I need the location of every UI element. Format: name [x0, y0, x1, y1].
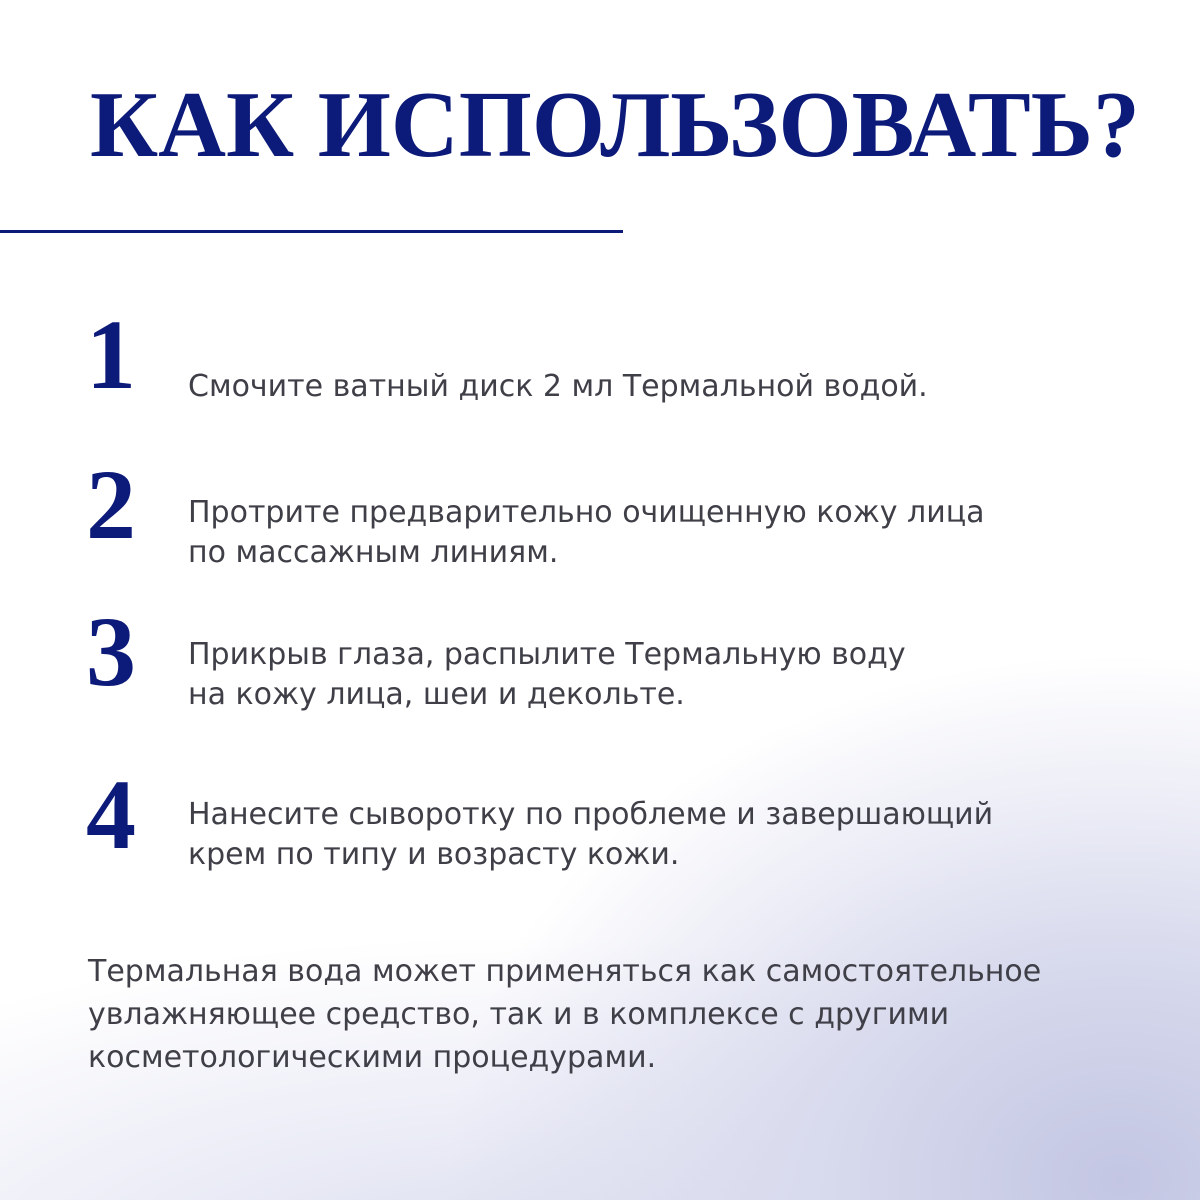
usage-note-line-1: Термальная вода может применяться как самостоятельное	[88, 954, 1042, 989]
step-3-text	[188, 635, 906, 715]
step-1-line-1: Смочите ватный диск 2 мл Термальной водой.	[188, 369, 928, 404]
usage-note	[88, 950, 1041, 1079]
step-2-line-2: по массажным линиям.	[188, 535, 559, 570]
step-4-number: 4	[86, 759, 136, 870]
step-3-line-2: на кожу лица, шеи и декольте.	[188, 677, 685, 712]
step-4-text	[188, 795, 993, 875]
title-divider	[0, 230, 623, 233]
step-2-line-1: Протрите предварительно очищенную кожу лица	[188, 495, 985, 530]
step-4-line-2: крем по типу и возрасту кожи.	[188, 837, 680, 872]
step-2-number: 2	[86, 449, 136, 560]
step-3-line-1: Прикрыв глаза, распылите Термальную воду	[188, 637, 906, 672]
usage-note-line-2: увлажняющее средство, так и в комплексе с другими	[88, 997, 950, 1032]
step-3-number: 3	[86, 596, 136, 707]
usage-note-line-3: косметологическими процедурами.	[88, 1040, 657, 1075]
step-4-line-1: Нанесите сыворотку по проблеме и завершающий	[188, 797, 994, 832]
step-1-text	[188, 367, 928, 407]
step-1-number: 1	[86, 299, 136, 410]
page-title: КАК ИСПОЛЬЗОВАТЬ?	[90, 73, 1140, 177]
step-2-text	[188, 493, 985, 573]
